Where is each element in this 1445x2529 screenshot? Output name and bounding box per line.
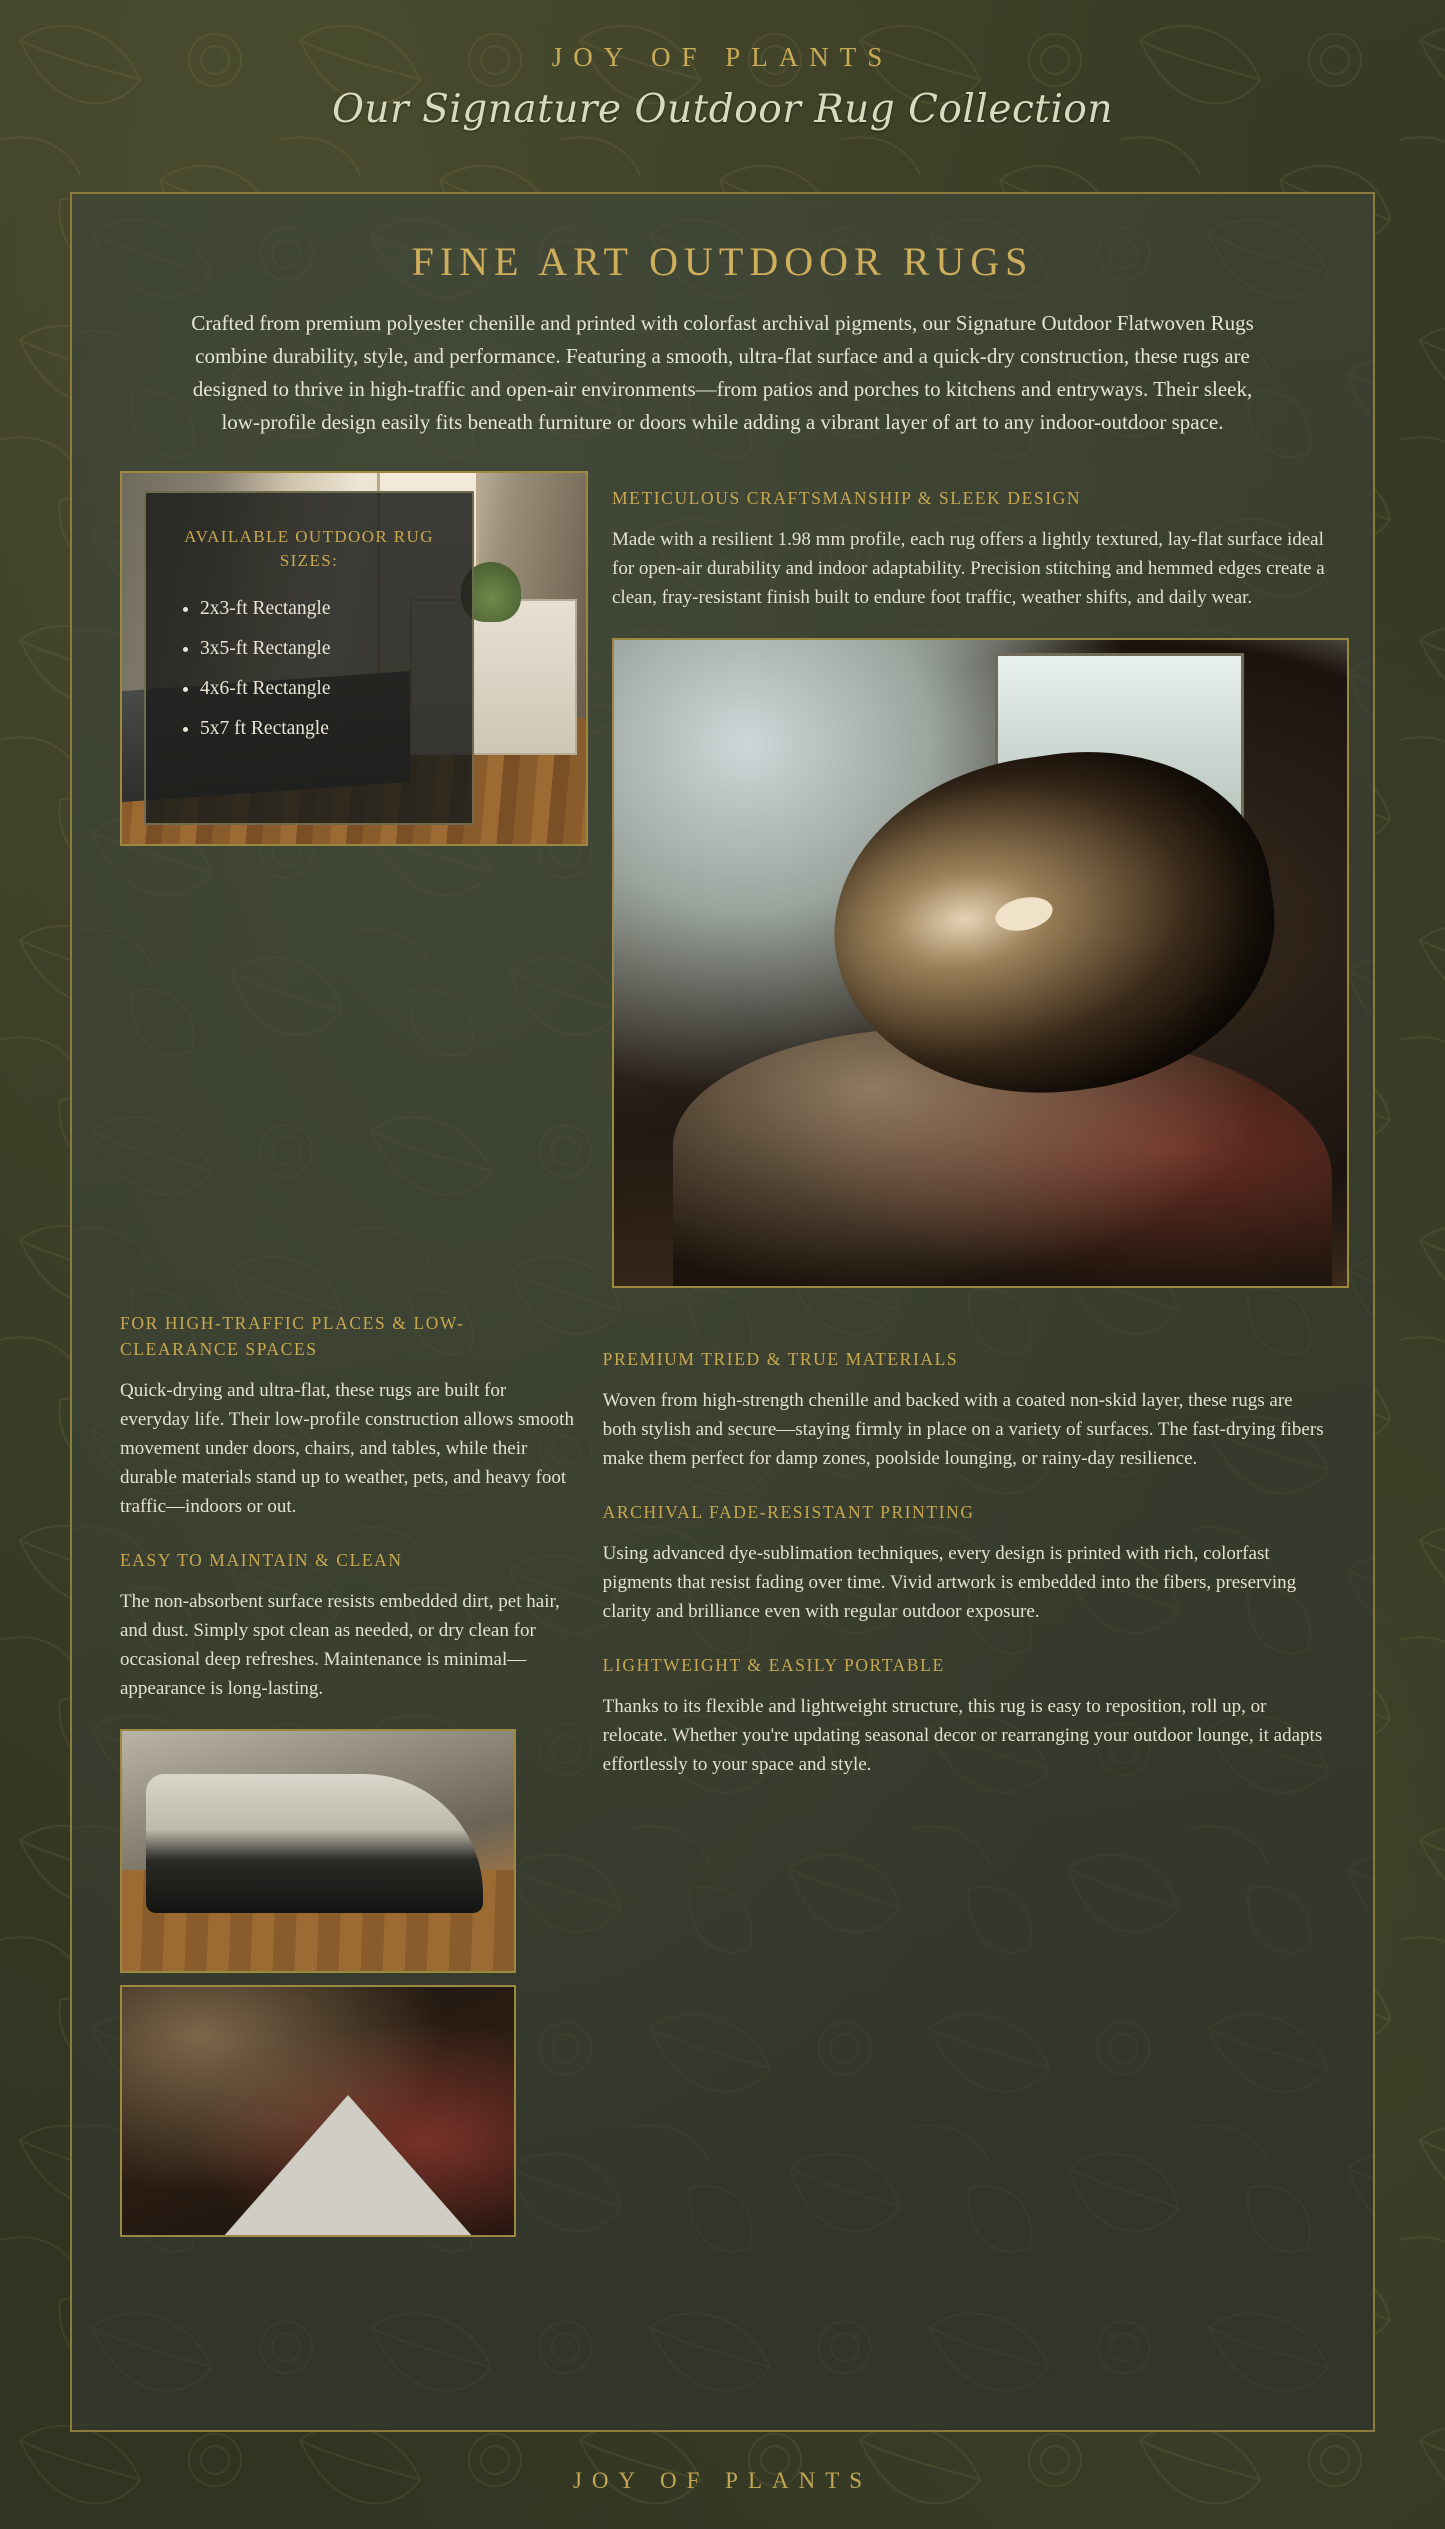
row-features [120,1310,1325,2237]
rug-fold-shape [146,1774,483,1913]
section-body-maintain: The non-absorbent surface resists embedded dirt, pet hair, and dust. Simply spot clean as needed, or dry clean for occasional deep refreshes. Maintenance is minimal—appearance is long-lasting. [120,1591,560,1699]
section-body-printing: Using advanced dye-sublimation techniques, every design is printed with rich, colorfast pigments that resist fading over time. Vivid artwork is embedded into the fibers, preserving clarity and brilliance even with regular outdoor exposure. [602,1543,1297,1622]
section-body-materials: Woven from high-strength chenille and backed with a coated non-skid layer, these rugs are both stylish and secure—staying firmly in place on a variety of surfaces. The fast-drying fibers make them perfect for damp zones, poolside lounging, or rainy-day resilience. [602,1390,1324,1469]
collection-subtitle: Our Signature Outdoor Rug Collection [331,87,1114,132]
rolled-rug-photo [612,638,1349,1288]
rug-corner-photo [120,1985,516,2237]
rug-corner-image [122,1987,514,2235]
rug-backing-image [122,1731,514,1971]
row-sizes-craftsmanship [120,471,1325,1288]
sizes-overlay [144,491,474,825]
section-heading-portable: LIGHTWEIGHT & EASILY PORTABLE [602,1655,945,1675]
craftsmanship-column [612,471,1349,1288]
poster-footer [0,2432,1445,2529]
section-heading-materials: PREMIUM TRIED & TRUE MATERIALS [602,1349,959,1369]
folded-corner-shape [216,2095,480,2237]
section-heading-high-traffic: FOR HIGH-TRAFFIC PLACES & LOW-CLEARANCE SPACES [120,1313,465,1359]
section-heading-printing: ARCHIVAL FADE-RESISTANT PRINTING [602,1502,975,1522]
intro-paragraph: Crafted from premium polyester chenille and printed with colorfast archival pigments, our Signature Outdoor Flatwoven Rugs combine durability, style, and performance. Featuring a smooth, ultra-flat surface and a quick-dry construction, these rugs are designed to thrive in high-traffic and open-air environments—from patios and porches to kitchens and entryways. Their sleek, low-profile design easily fits beneath furniture or doors while adding a vibrant layer of art to any indoor-outdoor space. [191,311,1254,434]
brand-name-bottom: JOY OF PLANTS [572,2467,873,2493]
section-heading-craftsmanship: METICULOUS CRAFTSMANSHIP & SLEEK DESIGN [612,488,1082,508]
sizes-heading: AVAILABLE OUTDOOR RUG SIZES: [184,527,434,570]
section-body-high-traffic: Quick-drying and ultra-flat, these rugs are built for everyday life. Their low-profile construction allows smooth movement under doors, chairs, and tables, while their durable materials stand up to weather, pets, and heavy foot traffic—indoors or out. [120,1380,574,1517]
list-item: • 4x6-ft Rectangle [200,669,448,709]
brand-name-top: JOY OF PLANTS [551,42,894,72]
list-item: • 5x7 ft Rectangle [200,709,448,749]
page-title: FINE ART OUTDOOR RUGS [411,239,1034,284]
section-heading-maintain: EASY TO MAINTAIN & CLEAN [120,1550,403,1570]
rug-size-photo [120,471,588,846]
left-features-column [120,1310,579,2237]
right-features-column [603,1346,1325,2237]
section-body-craftsmanship: Made with a resilient 1.98 mm profile, each rug offers a lightly textured, lay-flat surface ideal for open-air durability and indoor adaptability. Precision stitching and hemmed edges create a clean, fray-resistant finish built to endure foot traffic, weather shifts, and daily wear. [612,529,1325,608]
list-item: • 3x5-ft Rectangle [200,629,448,669]
sizes-column [120,471,588,1288]
content-card [70,192,1375,2432]
rug-backing-photo [120,1729,516,1973]
sizes-list [170,589,448,749]
list-item: • 2x3-ft Rectangle [200,589,448,629]
poster-header [0,0,1445,188]
rolled-rug-image [614,640,1347,1286]
section-body-portable: Thanks to its flexible and lightweight structure, this rug is easy to reposition, roll up, or relocate. Whether you're updating seasonal decor or rearranging your outdoor lounge, it adapts effortlessly to your space and style. [602,1696,1323,1775]
